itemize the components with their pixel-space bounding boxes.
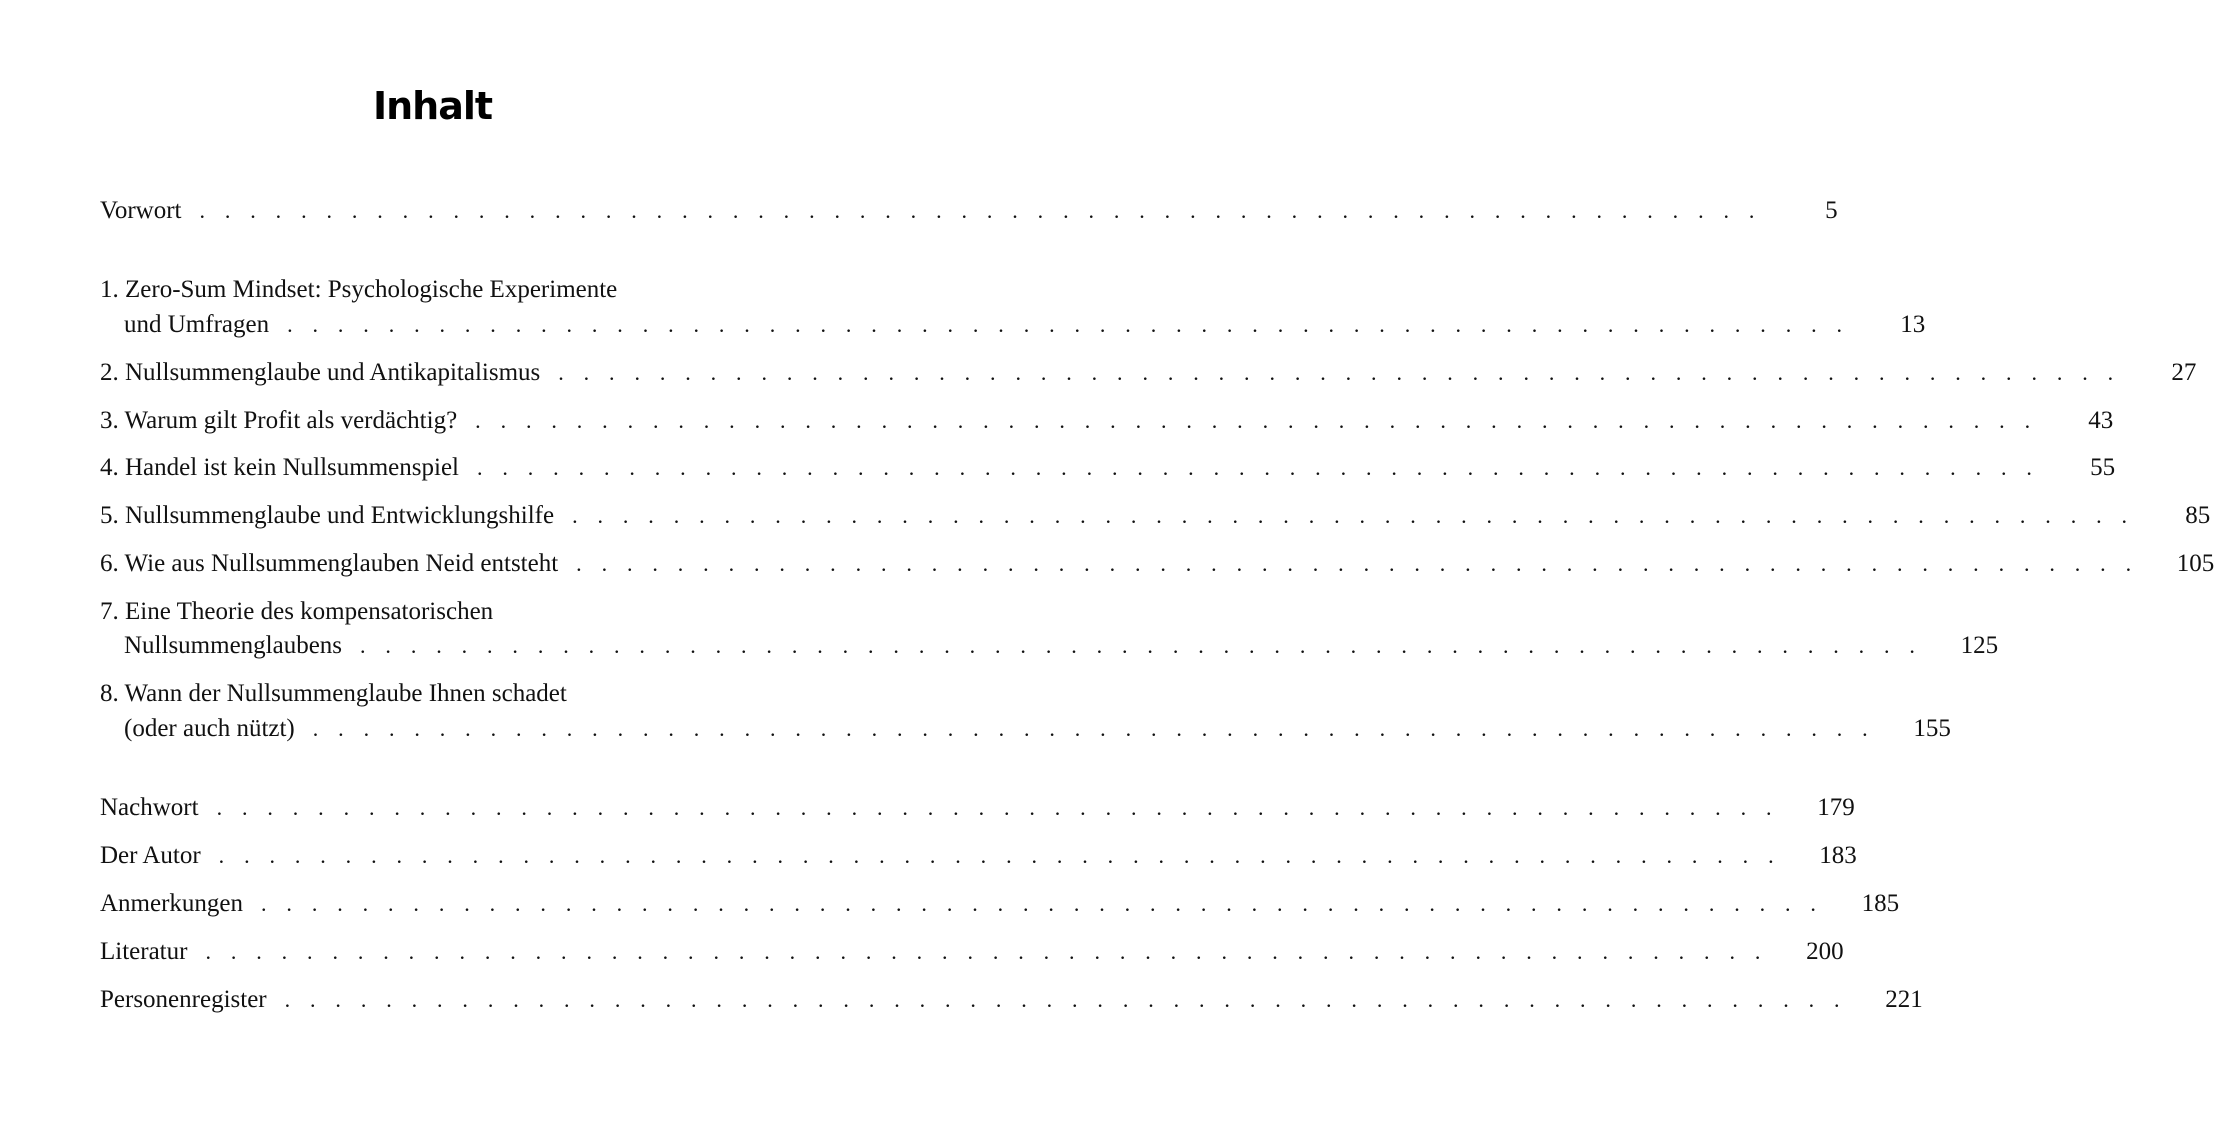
- toc-entry-label-line-2: und Umfragen: [124, 311, 270, 338]
- toc-page-number: 179: [1817, 794, 1855, 821]
- toc-page-number: 200: [1806, 938, 1844, 965]
- dot-leader: . . . . . . . . . . . . . . . . . . . . . . . . . . . . . . . . . . . . . . . . . . . . . . . . . . . . . . . . . . . . . .: [199, 198, 1762, 223]
- dot-leader: . . . . . . . . . . . . . . . . . . . . . . . . . . . . . . . . . . . . . . . . . . . . . . . . . . . . . . . . . . . . . .: [572, 503, 2135, 528]
- dot-leader: . . . . . . . . . . . . . . . . . . . . . . . . . . . . . . . . . . . . . . . . . . . . . . . . . . . . . . . . . . . . . .: [287, 312, 1850, 337]
- toc-entry-chapter-3[interactable]: [100, 406, 2114, 436]
- toc-page-number: 221: [1885, 986, 1923, 1013]
- toc-entry-der-autor[interactable]: [100, 841, 1857, 871]
- toc-entry-nachwort[interactable]: [100, 793, 1855, 823]
- toc-entry-label: Literatur: [100, 938, 188, 965]
- toc-entry-label: Nachwort: [100, 794, 199, 821]
- toc-page-number: 85: [2185, 502, 2211, 529]
- toc-entry-label: Anmerkungen: [100, 890, 244, 917]
- toc-page-number: 43: [2088, 407, 2114, 434]
- toc-page-number: 27: [2171, 359, 2197, 386]
- toc-entry-label: Der Autor: [100, 842, 201, 869]
- dot-leader: . . . . . . . . . . . . . . . . . . . . . . . . . . . . . . . . . . . . . . . . . . . . . . . . . . . . . . . . . . . . . .: [360, 633, 1923, 658]
- toc-entry-label-line-2: Nullsummenglaubens: [124, 632, 343, 659]
- toc-entry-label-line-1: 1. Zero-Sum Mindset: Psychologische Experimente: [100, 276, 618, 303]
- toc-entry-label: 6. Wie aus Nullsummenglauben Neid entsteht: [100, 550, 559, 577]
- dot-leader: . . . . . . . . . . . . . . . . . . . . . . . . . . . . . . . . . . . . . . . . . . . . . . . . . . . . . . . . . . . . . .: [312, 716, 1875, 741]
- toc-page-number: 155: [1913, 715, 1951, 742]
- dot-leader: . . . . . . . . . . . . . . . . . . . . . . . . . . . . . . . . . . . . . . . . . . . . . . . . . . . . . . . . . . . . . .: [475, 408, 2038, 433]
- toc-page-number: 5: [1825, 197, 1838, 224]
- dot-leader: . . . . . . . . . . . . . . . . . . . . . . . . . . . . . . . . . . . . . . . . . . . . . . . . . . . . . . . . . . . . . .: [216, 795, 1779, 820]
- toc-entry-chapter-7[interactable]: [100, 597, 1999, 661]
- toc-entry-label: 4. Handel ist kein Nullsummenspiel: [100, 454, 459, 481]
- toc-entry-chapter-8[interactable]: [100, 679, 1951, 744]
- toc-page-number: 13: [1900, 311, 1926, 338]
- dot-leader: . . . . . . . . . . . . . . . . . . . . . . . . . . . . . . . . . . . . . . . . . . . . . . . . . . . . . . . . . . . . . .: [558, 360, 2121, 385]
- dot-leader: . . . . . . . . . . . . . . . . . . . . . . . . . . . . . . . . . . . . . . . . . . . . . . . . . . . . . . . . . . . . . .: [576, 551, 2139, 576]
- toc-entry-chapter-2[interactable]: [100, 358, 2197, 388]
- toc-page-number: 105: [2176, 550, 2214, 577]
- toc-entry-chapter-4[interactable]: [100, 453, 2116, 483]
- dot-leader: . . . . . . . . . . . . . . . . . . . . . . . . . . . . . . . . . . . . . . . . . . . . . . . . . . . . . . . . . . . . . .: [218, 843, 1781, 868]
- toc-page-number: 55: [2090, 454, 2116, 481]
- toc-page-number: 183: [1819, 842, 1857, 869]
- toc-entry-anmerkungen[interactable]: [100, 889, 1900, 919]
- toc-page-number: 125: [1960, 632, 1999, 659]
- toc-entry-label-line-2: (oder auch nützt): [124, 715, 295, 742]
- page-title: Inhalt: [372, 84, 493, 128]
- toc-entry-label: Personenregister: [100, 986, 267, 1013]
- toc-entry-personenregister[interactable]: [100, 985, 1923, 1015]
- toc-entry-vorwort[interactable]: [100, 196, 1838, 226]
- toc-entry-chapter-5[interactable]: [100, 501, 2211, 531]
- toc-entry-chapter-1[interactable]: [100, 275, 1926, 340]
- dot-leader: . . . . . . . . . . . . . . . . . . . . . . . . . . . . . . . . . . . . . . . . . . . . . . . . . . . . . . . . . . . . . .: [284, 987, 1847, 1012]
- dot-leader: . . . . . . . . . . . . . . . . . . . . . . . . . . . . . . . . . . . . . . . . . . . . . . . . . . . . . . . . . . . . . .: [205, 939, 1768, 964]
- dot-leader: . . . . . . . . . . . . . . . . . . . . . . . . . . . . . . . . . . . . . . . . . . . . . . . . . . . . . . . . . . . . . .: [476, 455, 2040, 480]
- toc-entry-label-line-1: 7. Eine Theorie des kompensatorischen: [100, 598, 494, 625]
- dot-leader: . . . . . . . . . . . . . . . . . . . . . . . . . . . . . . . . . . . . . . . . . . . . . . . . . . . . . . . . . . . . . .: [261, 891, 1824, 916]
- toc-entry-label: 2. Nullsummenglaube und Antikapitalismus: [100, 359, 541, 386]
- toc-entry-label: Vorwort: [100, 197, 182, 224]
- toc-entry-literatur[interactable]: [100, 937, 1844, 967]
- toc-entry-label: 5. Nullsummenglaube und Entwicklungshilfe: [100, 502, 555, 529]
- toc-page-number: 185: [1861, 890, 1900, 917]
- toc-entry-label: 3. Warum gilt Profit als verdächtig?: [100, 407, 458, 434]
- toc-entry-chapter-6[interactable]: [100, 549, 2214, 579]
- toc-entry-label-line-1: 8. Wann der Nullsummenglaube Ihnen schadet: [100, 680, 567, 707]
